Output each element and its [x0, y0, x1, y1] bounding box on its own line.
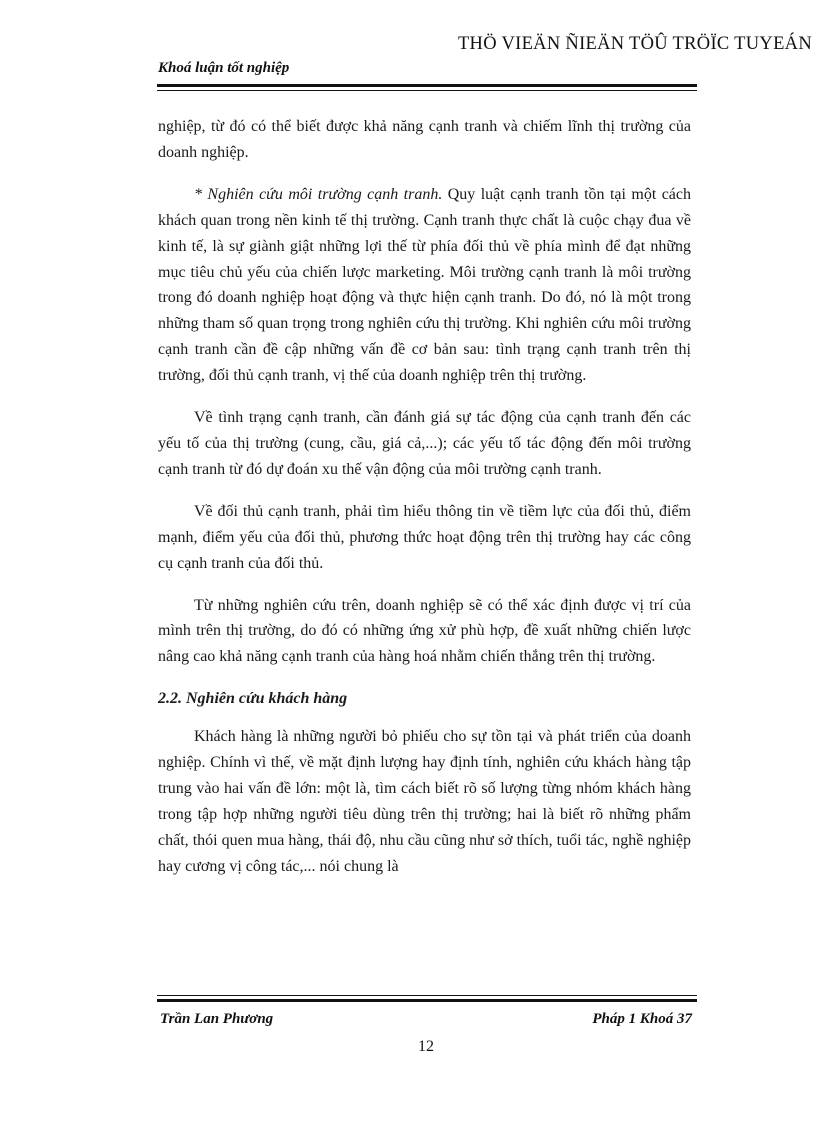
paragraph-customers: Khách hàng là những người bỏ phiếu cho sự tồn tại và phát triển của doanh nghiệp. Chính vì thế, về mặt định lượng hay định tính, nghiên cứu khách hàng tập trung vào hai vấn đề lớn: một là, tìm cách biết rõ số lượng từng nhóm khách hàng trong tập hợp những người tiêu dùng trên thị trường; hai là biết rõ những phẩm chất, thói quen mua hàng, thái độ, nhu cầu cũng như sở thích, tuổi tác, nghề nghiệp hay cương vị công tác,... nói chung là: [158, 728, 691, 875]
paragraph-lead-italic: * Nghiên cứu môi trường cạnh tranh.: [194, 185, 443, 203]
footer-author: Trần Lan Phương: [160, 1011, 274, 1027]
paragraph-competition-status: Về tình trạng cạnh tranh, cần đánh giá sự tác động của cạnh tranh đến các yếu tố của thị trường (cung, cầu, giá cả,...); các yếu tố tác động đến môi trường cạnh tranh từ đó dự đoán xu thế vận động của môi trường cạnh tranh.: [158, 409, 691, 478]
running-header: Khoá luận tốt nghiệp: [158, 60, 290, 76]
paragraph-continuation: nghiệp, từ đó có thể biết được khả năng cạnh tranh và chiếm lĩnh thị trường của doanh nghiệp.: [158, 118, 691, 161]
page-body: [158, 114, 691, 896]
footer-rule-thick: [157, 999, 697, 1002]
paragraph-competition-environment: [158, 182, 691, 389]
paragraph-competitors: Về đối thủ cạnh tranh, phải tìm hiểu thông tin về tiềm lực của đối thủ, điểm mạnh, điểm yếu của đối thủ, phương thức hoạt động trên thị trường hay các công cụ cạnh tranh của đối thủ.: [158, 502, 691, 572]
page-number: 12: [418, 1038, 434, 1055]
section-heading: 2.2. Nghiên cứu khách hàng: [158, 690, 348, 708]
footer-rule-thin: [157, 995, 697, 996]
watermark-text: THÖ VIEÄN ÑIEÄN TÖÛ TRÖÏC TUYEÁN: [457, 34, 812, 54]
paragraph-text: Quy luật cạnh tranh tồn tại một cách khách quan trong nền kinh tế thị trường. Cạnh tranh thực chất là cuộc chạy đua về kinh tế, là sự giành giật những lợi thế từ phía đối thủ về phía mình để đạt những mục tiêu chủ yếu của chiến lược marketing. Môi trường cạnh tranh là môi trường trong đó doanh nghiệp hoạt động và thực hiện cạnh tranh. Do đó, nó là một trong những tham số quan trọng trong nghiên cứu thị trường. Khi nghiên cứu môi trường cạnh tranh cần đề cập những vấn đề cơ bản sau: tình trạng cạnh tranh trên thị trường, đối thủ cạnh tranh, vị thế của doanh nghiệp trên thị trường.: [158, 185, 691, 385]
footer-class: Pháp 1 Khoá 37: [592, 1011, 692, 1027]
header-rule-thick: [157, 84, 697, 87]
paragraph-research-result: Từ những nghiên cứu trên, doanh nghiệp sẽ có thể xác định được vị trí của mình trên thị trường, do đó có những ứng xử phù hợp, đề xuất những chiến lược nâng cao khả năng cạnh tranh của hàng hoá nhằm chiến thắng trên thị trường.: [158, 596, 691, 666]
header-rule-thin: [157, 90, 697, 91]
